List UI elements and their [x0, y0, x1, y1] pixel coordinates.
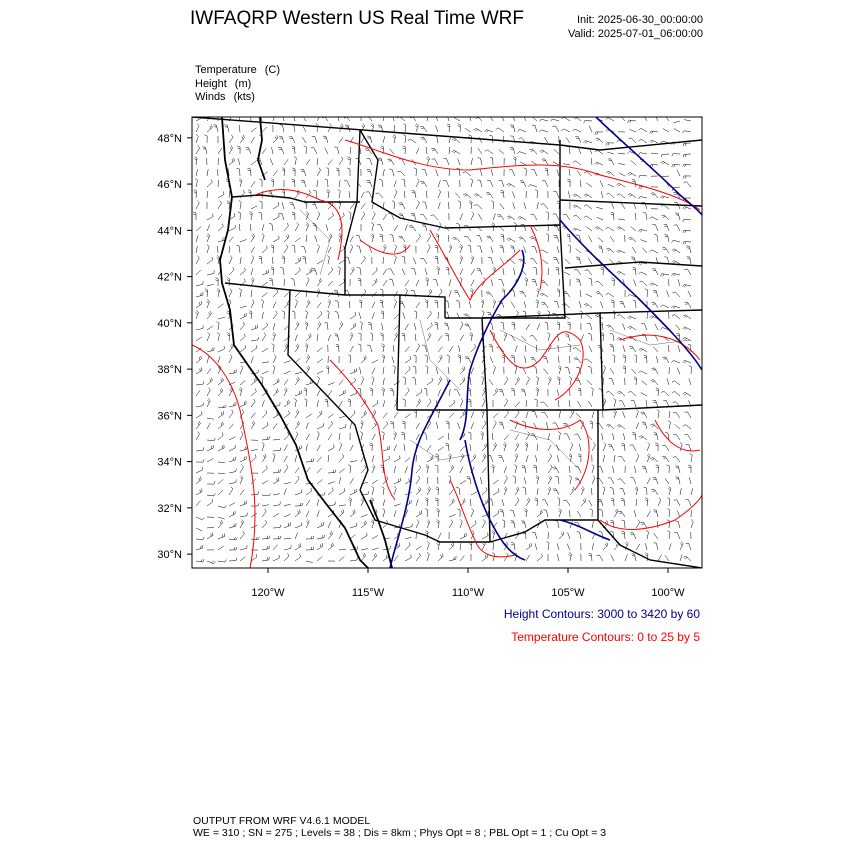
height-contour	[390, 380, 450, 568]
idaho-utah-border	[345, 295, 445, 318]
lon-label: 115°W	[351, 587, 385, 599]
temperature-contour	[655, 420, 700, 451]
temperature-contour	[345, 140, 700, 210]
pacific-coast	[220, 117, 368, 568]
lat-label: 48°N	[157, 132, 182, 145]
county-line	[610, 330, 690, 345]
lat-label: 30°N	[157, 549, 182, 562]
oregon-california-border	[225, 283, 345, 295]
temperature-contour	[620, 335, 700, 360]
baja-coast	[370, 500, 392, 568]
washington-oregon-border	[232, 195, 360, 202]
temperature-contour	[530, 225, 542, 290]
lat-label: 46°N	[157, 179, 182, 192]
field-height-unit: (m)	[234, 77, 252, 90]
montana-idaho-border	[360, 130, 445, 228]
init-time: Init: 2025-06-30_00:00:00	[577, 14, 703, 26]
lat-label: 32°N	[157, 502, 182, 515]
temperature-contour	[360, 240, 410, 254]
footer-model-line: OUTPUT FROM WRF V4.6.1 MODEL	[193, 815, 371, 827]
county-line	[300, 210, 330, 275]
field-height-name: Height	[195, 77, 227, 90]
field-winds-name: Winds	[195, 91, 226, 103]
temperature-contour	[192, 345, 255, 568]
field-temperature-name: Temperature	[195, 64, 257, 76]
temperature-contour-legend: Temperature Contours: 0 to 25 by 5	[511, 630, 700, 644]
coastline	[220, 117, 392, 568]
lon-label: 110°W	[451, 587, 485, 599]
footer-config-line: WE = 310 ; SN = 275 ; Levels = 38 ; Dis = 8km ; Phys Opt = 8 ; PBL Opt = 1 ; Cu Opt = 3	[193, 827, 607, 839]
lat-label: 40°N	[157, 317, 182, 330]
lat-label: 34°N	[157, 456, 182, 469]
arizona-south-border	[360, 490, 490, 542]
county-line	[500, 330, 580, 350]
state-boundaries	[192, 117, 702, 568]
temperature-contour	[430, 230, 520, 300]
temperature-contour	[600, 495, 702, 529]
map-frame	[192, 117, 702, 568]
height-contour	[596, 117, 702, 215]
field-temperature-unit: (C)	[264, 64, 281, 76]
dakotas-border	[560, 200, 702, 206]
field-winds-unit: (kts)	[233, 91, 255, 103]
model-info-footer	[193, 815, 606, 839]
colorado-box	[482, 313, 603, 410]
height-contour-legend: Height Contours: 3000 to 3420 by 60	[503, 607, 700, 621]
valid-time: Valid: 2025-07-01_06:00:00	[568, 28, 703, 40]
lon-label: 100°W	[651, 587, 685, 599]
temperature-contour	[510, 420, 589, 490]
map-title: IWFAQRP Western US Real Time WRF	[190, 8, 524, 29]
lat-label: 38°N	[157, 364, 182, 377]
county-line	[510, 430, 580, 470]
new-mexico-south-border	[490, 520, 598, 542]
lon-label: 105°W	[551, 587, 585, 599]
arizona-new-mexico-border	[487, 410, 490, 542]
lat-label: 42°N	[157, 271, 182, 284]
height-contour	[560, 520, 610, 540]
puget-sound	[258, 117, 265, 180]
dakotas-nebraska-border	[565, 262, 702, 268]
nevada-utah-border	[397, 295, 400, 410]
temperature-contours	[192, 140, 702, 568]
wyoming-box	[445, 225, 565, 318]
lat-label: 44°N	[157, 225, 182, 238]
lon-label: 120°W	[251, 587, 285, 599]
kansas-oklahoma-border	[603, 405, 702, 410]
lat-label: 36°N	[157, 410, 182, 423]
